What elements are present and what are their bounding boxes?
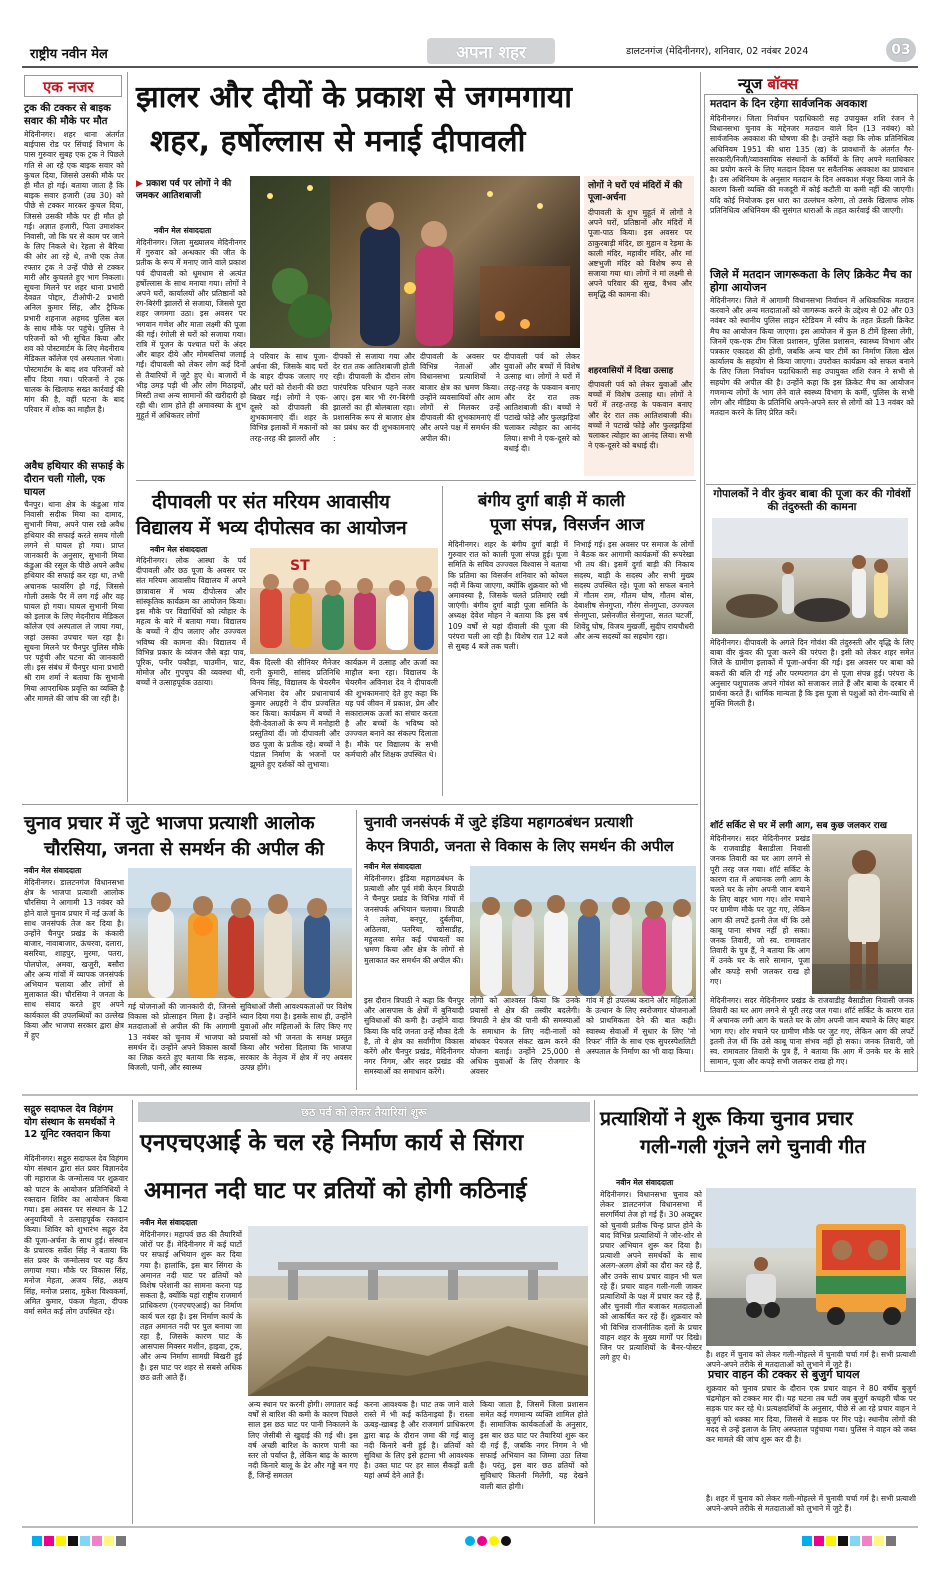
lead-body-col5: दीपावली पर्व को लेकर युवाओं और बच्चों में विशेष उत्साह था। लोगों ने घरों में तरह-तरह के पकवान बनाए और देर रात तक आतिशबाजी की। बच्चों ने पटाखे फोड़े और फुलझड़ियां चलाकर त्योहार का आनंद लिया। सभी ने एक-दूसरे को बधाई दी। [504,352,580,453]
right-story1-body: मेदिनीनगर। जिला निर्वाचन पदाधिकारी सह उपायुक्त शशि रंजन ने विधानसभा चुनाव के मद्देनजर मतदान वाले दिन (13 नवंबर) को सार्वजनिक अवकाश की घोषणा की है। उन्होंने कहा कि लोक प्रतिनिधित्व अधिनियम 1951 की धारा 135 (ख) के प्रावधानों के अंतर्गत गैर-सरकारी/निजी/व्यावसायिक संस्थानों के कर्मियों के लिए अपने मताधिकार का प्रयोग करने के लिए मतदान दिवस पर सवैतनिक अवकाश का प्रावधान है। उस अधिनियम के अनुसार मतदान के दिन अवकाश मंजूर किया जाने के कारण किसी व्यक्ति की मजदूरी में कोई कटौती या कमी नहीं की जाएगी। यदि कोई नियोजक इस धारा का उल्लंघन करेगा, तो उसके खिलाफ लोक प्रतिनिधित्व अधिनियम की सुसंगत धाराओं के तहत कार्रवाई की जाएगी। [710,114,914,215]
india-body-col2: इस दौरान त्रिपाठी ने कहा कि चैनपुर और आसपास के क्षेत्रों में बुनियादी सुविधाओं की कमी है। उन्होंने वादा किया कि यदि जनता उन्हें मौका देती है, तो वे क्षेत्र का सर्वांगीण विकास करेंगे और चैनपुर प्रखंड, मेदिनीनगर नगर निगम, और सदर प्रखंड की समस्याओं का समाधान करेंगे। [364,996,464,1077]
school-photo-art [250,548,438,654]
lead-headline-2: शहर, हर्षोल्लास से मनाई दीपावली [150,124,526,159]
left-story1-body: मेदिनीनगर। शहर थाना अंतर्गत बाईपास रोड पर सिंचाई विभाग के पास गुरुवार सुबह एक ट्रक ने पिछले गति से आ रहे एक बाइक सवार को कुचल दिया, जिससे उसकी मौके पर ही मौत हो गई। बताया जाता है कि बाइक सवार हजारी (उम्र 30) को पीछे से टक्कर मारकर कुचल दिया, जिससे उसकी मौके पर ही मौत हो गई। अज्ञात हजारी, पिता उमाशंकर निवासी, जो कि घर से काम पर जाने के लिए निकले थे। रेहला से बैरिया की ओर आ रहे थे, तभी एक तेज रफ्तार ट्रक ने उन्हें पीछे से टक्कर मारी और कुचलते हुए भाग निकला। सूचना मिलने पर शहर थाना प्रभारी देवव्रत पोद्दार, टीओपी-2 प्रभारी अनिल कुमार सिंह, और ट्रैफिक प्रभारी शहनाज अहमद पुलिस बल के साथ मौके पर पहुंचे। पुलिस ने परिजनों को भी सूचित किया और शव को पोस्टमार्टम के लिए मेदनीराय मेडिकल कॉलेज एवं अस्पताल भेजा। पोस्टमार्टम के बाद शव परिजनों को सौंप दिया गया। परिजनों ने ट्रक चालक के खिलाफ सख्त कार्रवाई की मांग की है, वहीं घटना के बाद परिवार में शोक का माहौल है। [24,130,124,415]
left-story1-title: ट्रक की टक्कर से बाइक सवार की मौके पर मौत [24,103,111,127]
kali-body-col2: निभाई गई। इस अवसर पर समाज के लोगों ने बैठक कर आगामी कार्यक्रमों की रूपरेखा भी तय की। इसमें दुर्गा बाड़ी की निकाय सदस्य, बाड़ी के सदस्य और सभी मुख्य सदस्य उपस्थित रहे। पूजा को सफल बनाने में गौतम राम, गौतम घोष, गौतम बोस, देबाशीष सेनगुप्ता, गौरंग सेनगुप्ता, उज्ज्वल सेनगुप्ता, प्रसेनजीत सेनगुप्ता, सतत चटर्जी, शिवेंदु घोष, विजय मुखर्जी, सुदीप रायचौधरी और अन्य सदस्यों का सहयोग रहा। [574,540,694,641]
left-story2-title: अवैध हथियार की सफाई के दौरान चली गोली, एक घायल [24,461,124,498]
right-story2-title: जिले में मतदान जागरूकता के लिए क्रिकेट मैच का होगा आयोजन [710,268,912,294]
lead-body-col3: दीपकों से सजाया गया और देर रात तक आतिशबाजी होती रही। दीपावली के दौरान लोग पारंपरिक परिधान पहने नजर आए। इस बार भी रंग-बिरंगी झालरों का ही बोलबाला रहा। प्रशासनिक रूप से बाजार क्षेत्र का प्रबंध कर दी शुभकामनाएं : [333,352,415,443]
news-box-label-box: बॉक्स [767,75,799,93]
india-photo-art [470,866,696,996]
section-title: अपना शहर [456,43,526,63]
right-story3-body: मेदिनीनगर। दीपावली के अगले दिन गोवंश की तंदुरुस्ती और वृद्धि के लिए बाबा वीर कुंवर की पूजा करने की परंपरा है। इसी को लेकर शहर समेत जिले के ग्रामीण इलाकों में पूजा-अर्चना की गई। इस अवसर पर बाबा को बकरों की बलि दी गई और परम्परागत ढंग से पूजा संपन्न हुई। परंपरा के अनुसार पशुपालक अपने गोवंश को सजाकर लाते हैं और बाबा के दरबार में प्रार्थना करते हैं। धार्मिक मान्यता है कि इस पूजा से पशुओं को रोग-व्याधि से मुक्ति मिलती है। [710,638,914,709]
chhath-body-col3: करना आवश्यक है। घाट तक जाने वाले रास्ते में भी कई कठिनाइयां हैं। रास्ता ऊबड़-खाबड़ है और राजमार्ग प्राधिकरण द्वारा बाढ़ के दौरान जमा की गई बालू नदी किनारे बनी हुई है। व्रतियों को सुविधा के लिए इसे हटाना भी आवश्यक है। उक्त घाट पर हर साल सैकड़ों व्रती यहां अर्घ्य देने आते हैं। [364,1400,474,1481]
bjp-headline-1: चुनाव प्रचार में जुटे भाजपा प्रत्याशी आलोक [24,813,315,834]
right-story4-title: शॉर्ट सर्किट से घर में लगी आग, सब कुछ जलकर राख [710,821,888,831]
chhath-banner-text: छठ पर्व को लेकर तैयारियां शुरू [301,1106,427,1119]
chhath-banner [138,1102,590,1122]
right-story2-body: मेदिनीनगर। जिले में आगामी विधानसभा निर्वाचन में अधिकाधिक मतदान करवाने और अन्य मतदाताओं को जागरूक करने के उद्देश्य से 02 और 03 नवंबर को स्थानीय पुलिस लाइन स्टेडियम में स्वीप के तहत फ्रेंडली क्रिकेट मैच का आयोजन किया जाएगा। इस आयोजन में कुल 8 टीमें हिस्सा लेंगी, जिनमें एक-एक टीम जिला प्रशासन, पुलिस प्रशासन, स्वास्थ्य विभाग और पत्रकार एकादश की होगी, जबकि अन्य चार टीमें का निर्माण जिला खेल कार्यालय के सहयोग से किया जाएगा। उपरोक्त कार्यक्रम को सफल बनाने के लिए जिला निर्वाचन पदाधिकारी सह उपायुक्त शशि रंजन ने सभी से सहयोग की अपील की है। उन्होंने कहा कि इस क्रिकेट मैच का आयोजन गणमान्य लोगों के भाग लेने वाले स्वस्थ्य विभाग के कर्मी, पुलिस के सभी लोग और मीडिया के प्रतिनिधि अपने-अपने स्तर से लोगों को 13 नवंबर को मतदान करने के लिए प्रेरित करें। [710,296,914,418]
chhath-body-col1: मेदिनीनगर। महापर्व छठ की तैयारियों जोरों पर हैं। मेदिनीनगर में कई घाटों पर सफाई अभियान शुरू कर दिया गया है। हालांकि, इस बार सिंगरा के अमानत नदी घाट पर व्रतियों को विशेष परेशानी का सामना करना पड़ सकता है, क्योंकि यहां राष्ट्रीय राजमार्ग प्राधिकरण (एनएचएआई) का निर्माण कार्य चल रहा है। इस निर्माण कार्य के तहत अमानत नदी पर पुल बनाया जा रहा है, जिसके कारण घाट के आसपास मिक्सर मशीन, हाइवा, ट्रक, और अन्य निर्माण सामग्री बिखरी हुई है। इस घाट पर शहर से सबसे अधिक छठ व्रती आते हैं। [140,1230,242,1382]
campaign-headline-2: गली-गली गूंजने लगे चुनावी गीत [640,1135,866,1158]
lead-kicker-text: प्रकाश पर्व पर लोगों ने की जमकर आतिशबाजी [136,179,232,201]
right-photo-fire-art [812,834,912,994]
svg-text:ST: ST [290,558,310,574]
dateline: डालटनगंज (मेदिनीनगर), शनिवार, 02 नवंबर 2024 [626,46,809,57]
bjp-body-col3: सुविधाओं जैसी आवश्यकताओं पर विशेष ध्यान दिया गया है। इसके साथ ही, उन्होंने युवाओं और महिलाओं के लिए किए गए प्रयासों को भी जनता के समक्ष प्रस्तुत किया और भरोसा दिलाया कि भाजपा सरकार के नेतृत्व में क्षेत्र में नए अवसर उत्पन्न होंगे। [240,1002,352,1073]
lead-photo-art [250,176,580,348]
masthead-bar [22,36,918,66]
ek-nazar-label: एक नजर [43,78,94,96]
chhath-headline-1: एनएचएआई के चल रहे निर्माण कार्य से सिंगरा [140,1130,524,1156]
chhath-body-col2: अन्य स्थान पर करनी होगी। लगातार कई वर्षों से बारिश की कमी के कारण पिछले साल इस छठ घाट पर पानी निकालने के लिए जेसीबी से खुदाई की गई थी। इस वर्ष अच्छी बारिश के कारण पानी का स्तर तो पर्याप्त है, लेकिन बाढ़ के कारण नदी किनारे बालू के ढेर और गड्ढे बन गए हैं, जिन्हें समतल [248,1400,358,1481]
school-headline-2: विद्यालय में भव्य दीपोत्सव का आयोजन [136,517,407,539]
right-story1-title: मतदान के दिन रहेगा सार्वजनिक अवकाश [710,98,868,110]
bjp-headline-2: चौरसिया, जनता से समर्थन की अपील की [44,839,325,860]
chhath-byline: नवीन मेल संवाददाता [140,1218,198,1227]
india-photo-campaign-crowd [470,866,696,996]
bjp-photo-campaign [128,868,352,998]
accident-title: प्रचार वाहन की टक्कर से बुजुर्ग घायल [708,1368,860,1381]
lead-right-body2: दीपावली पर्व को लेकर युवाओं और बच्चों में विशेष उत्साह था। लोगों ने घरों में तरह-तरह के पकवान बनाए और देर रात तक आतिशबाजी की। बच्चों ने पटाखे फोड़े और फुलझड़ियां चलाकर त्योहार का आनंद लिया। सभी ने एक-दूसरे को बधाई दी। [588,380,692,451]
chhath-photo-construction-ghat [248,1226,588,1396]
chhath-headline-2: अमानत नदी घाट पर व्रतियों को होगी कठिनाई [144,1178,527,1204]
lead-byline: नवीन मेल संवाददाता [154,226,212,235]
right-story4-body-cont: मेदिनीनगर। सदर मेदिनीनगर प्रखंड के राजवाडीह बैसाडीला निवासी जनक तिवारी का घर आग लगने से पूरी तरह जल गया। शॉर्ट सर्किट के कारण रात में अचानक लगी आग के चलते घर के लोग अपनी जान बचाने के लिए बाहर भाग गए। शोर मचाने पर ग्रामीण मौके पर जुट गए, लेकिन आग की लपटें इतनी तेज थीं कि उसे काबू पाना संभव नहीं हो सका। जनक तिवारी, जो स्व. रामावतार तिवारी के पुत्र हैं, ने बताया कि आग में उनके घर के सारे सामान, पूजा और कपड़े सभी जलकर राख हो गए। [710,996,914,1067]
bjp-byline: नवीन मेल संवाददाता [24,866,82,875]
campaign-headline-1: प्रत्याशियों ने शुरू किया चुनाव प्रचार [600,1107,853,1130]
lead-right-body: दीपावली के शुभ मुहूर्त में लोगों ने अपने घरों, प्रतिष्ठानों और मंदिरों में पूजा-पाठ किया। इस अवसर पर ठाकुरबाड़ी मंदिर, छः मुहान व रेड़मा के काली मंदिर, महावीर मंदिर, और मां अष्टभुजी मंदिर को विशेष रूप से सजाया गया था। लोगों ने मां लक्ष्मी से अपने परिवार की सुख, वैभव और समृद्धि की कामना की। [588,208,692,299]
registration-marks [22,1532,918,1544]
campaign-body: मेदिनीनगर। विधानसभा चुनाव को लेकर डालटनगंज विधानसभा में सरगर्मियां तेज हो गई हैं। 30 अक्टूबर को चुनावी प्रतीक चिन्ह प्राप्त होने के बाद विभिन्न प्रत्याशियों ने जोर-शोर से प्रचार अभियान शुरू कर दिया है। प्रत्याशी अपने समर्थकों के साथ अलग-अलग क्षेत्रों का दौरा कर रहे हैं, और उनके साथ प्रचार वाहन भी चल रहे हैं। प्रचार वाहन गली-गली जाकर प्रत्याशियों के पक्ष में प्रचार कर रहे हैं, और चुनावी गीत बजाकर मतदाताओं को आकर्षित कर रहे हैं। शुक्रवार को भी विभिन्न राजनीतिक दलों के प्रचार वाहन शहर के मुख्य मार्गों पर दिखे। जिन पर प्रत्याशियों के बैनर-पोस्टर लगे हुए थे। [600,1190,702,1363]
right-photo-cattle-pooja [712,518,908,634]
school-photo-diwali-event [250,548,438,654]
campaign-photo-vehicle [706,1188,916,1346]
yog-body: मेदिनीनगर। सद्गुरु सदाफल देव विहंगम योग संस्थान द्वारा संत प्रवर विज्ञानदेव जी महाराज के जन्मोत्सव पर शुक्रवार को पाटन के आयोजन प्रतिनिधियों ने रक्तदान शिविर का आयोजन किया गया। इस अवसर पर संस्थान के 12 अनुयायियों ने उत्साहपूर्वक रक्तदान किया। शिविर को शुभारंभ सद्गुरु देव की पूजा-अर्चना के साथ हुई। संस्थान के प्रचारक सर्वेश सिंह ने बताया कि संत प्रवर के जन्मोत्सव पर यह कैंप लगाया गया। मौके पर विकास सिंह, मनोज मेहता, अजय सिंह, अक्षय सिंह, मनोज प्रसाद, मुकेश विश्वकर्मा, अमित कुमार, पंकज मेहता, दीपक वर्मा समेत कई लोग उपस्थित रहे। [24,1154,128,1317]
campaign-footer-note: है। शहर में चुनाव को लेकर गली-मोहल्ले में चुनावी चर्चा गर्म है। सभी प्रत्याशी अपने-अपने तरीके से मतदाताओं को लुभाने में जुटे हैं। [706,1494,916,1514]
left-story2-body: चैनपुर। थाना क्षेत्र के कंडुआ गांव निवासी सदीक मिया का दामाद, सुभानी मिया, अपने पास रखे अवैध हथियार की सफाई करते समय गोली लगने से घायल हो गया। प्राप्त जानकारी के अनुसार, सुभानी मिया कंडुआ की रसूल के पीछे अपने अवैध हथियार की सफाई कर रहा था, तभी अचानक फायरिंग हो गई, जिससे गोली उसके पैर में लग गई और वह घायल हो गया। घायल सुभानी मिया को इलाज के लिए मेदनीराय मेडिकल कॉलेज एवं अस्पताल ले जाया गया, जहां उसका उपचार चल रहा है। सूचना मिलने पर चैनपुर पुलिस मौके पर पहुंची और घटना की जानकारी ली। इस संबंध में चैनपुर थाना प्रभारी श्री राम शर्मा ने बताया कि सुभानी मिया आपराधिक प्रवृत्ति का व्यक्ति है और मामले की जांच की जा रही है। [24,500,124,703]
lead-right-kicker: लोगों ने घरों एवं मंदिरों में की पूजा-अर्चना [588,181,683,203]
lead-photo-diwali-couple [250,176,580,348]
right-photo-fire-victim [812,834,912,994]
india-body-col3: लोगों को आश्वस्त किया कि उनके प्रयासों से क्षेत्र की तस्वीर बदलेगी। त्रिपाठी ने क्षेत्र की पानी की समस्याओं के समाधान के लिए नदी-नालों को बांधकर पेयजल संकट खत्म करने की योजना बताई। उन्होंने 25,000 से अधिक युवाओं के लिए रोजगार के अवसर [470,996,580,1077]
bjp-photo-art [128,868,352,998]
campaign-body-cont: है। शहर में चुनाव को लेकर गली-मोहल्ले में चुनावी चर्चा गर्म है। सभी प्रत्याशी अपने-अपने तरीके से मतदाताओं को लुभाने में जुटे हैं। [706,1350,916,1370]
lead-kicker [136,178,246,202]
chhath-photo-art [248,1226,588,1396]
right-story4-body: मेदिनीनगर। सदर मेदिनीनगर प्रखंड के राजवाडीह बैसाडीला निवासी जनक तिवारी का घर आग लगने से पूरी तरह जल गया। शॉर्ट सर्किट के कारण रात में अचानक लगी आग के चलते घर के लोग अपनी जान बचाने के लिए बाहर भाग गए। शोर मचाने पर ग्रामीण मौके पर जुट गए, लेकिन आग की लपटें इतनी तेज थीं कि उसे काबू पाना संभव नहीं हो सका। जनक तिवारी, जो स्व. रामावतार तिवारी के पुत्र हैं, ने बताया कि आग में उनके घर के सारे सामान, पूजा और कपड़े सभी जलकर राख हो गए। [710,834,810,986]
registration-marks-art [22,1535,918,1547]
india-byline: नवीन मेल संवाददाता [364,862,422,871]
lead-body-col1: मेदिनीनगर। जिला मुख्यालय मेदिनीनगर में गुरुवार को अन्धकार की जीत के प्रतीक के रूप में मनाए जाने वाले प्रकाश पर्व दीपावली को धूमधाम से अत्यंत हर्षोल्लास के साथ मनाया गया। लोगों ने अपने घरों, कार्यालयों और प्रतिष्ठानों को रंग-बिरंगी झालरों से सजाया, जिससे पूरा शहर जगमगा उठा। इस अवसर पर भगवान गणेश और माता लक्ष्मी की पूजा की गई। रंगोली से घरों को सजाया गया। रात्रि में पूजन के पश्चात घरों के अंदर और बाहर दीये और मोमबत्तियां जलाई गईं। दीपावली को लेकर लोग कई दिनों से तैयारियों में जुटे हुए थे। बाजारों में भीड़ उमड़ पड़ी थी और लोग मिठाइयों, मिस्टी तथा अन्य सामानों की खरीदारी हो रही थी। शाम होते ही अमावस्या के शुभ मुहूर्त में अधिकतर लोगों [136,238,246,421]
india-headline-1: चुनावी जनसंपर्क में जुटे इंडिया महागठबंधन प्रत्याशी [364,815,633,831]
school-byline: नवीन मेल संवाददाता [150,545,208,554]
right-story3-title: गोपालकों ने वीर कुंवर बाबा की पूजा कर की गोवंशों की तंदुरुस्ती की कामना [713,488,911,513]
school-headline-1: दीपावली पर संत मरियम आवासीय [152,491,390,513]
kali-headline-1: बंगीय दुर्गा बाड़ी में काली [478,491,625,510]
campaign-photo-art [706,1188,916,1346]
school-body-col2: बैंक दिल्ली की सीनियर मैनेजर रानी कुमारी, सांसद प्रतिनिधि विनय सिंह, विद्यालय के चेयरमैन अभिनाश देव और प्रधानाचार्य कुमार अग्रहरी ने दीप प्रज्वलित कर किया। कार्यक्रम में बच्चों ने देवी-देवताओं के रूप में मनोहारी प्रस्तुतियां दीं। जो दीपावली और छठ पूजा के प्रतीक रहे। बच्चों ने पंडाल निर्माण के भजनों पर झूमते हुए दर्शकों को लुभाया। [250,658,340,770]
masthead-title: राष्ट्रीय नवीन मेल [30,47,108,62]
school-body-col1: मेदिनीनगर। लोक आस्था के पर्व दीपावली और छठ पूजा के अवसर पर संत मरियम आवासीय विद्यालय में अपने छात्रावास में भव्य दीपोत्सव और सांस्कृतिक कार्यक्रम का आयोजन किया। इस मौके पर विद्यार्थियों को त्योहार के महत्व के बारे में बताया गया। विद्यालय के बच्चों ने दीप जलाए और उज्ज्वल भविष्य की कामना की। विद्यालय में विभिन्न प्रकार के व्यंजन जैसे बड़ा पाव, पूरिक, पनीर पकौड़ा, चाउमीन, चाट, मोमोज और गुपचुप की व्यवस्था थी, बच्चों ने उत्साहपूर्वक उठाया। [136,556,246,688]
kali-headline-2: पूजा संपन्न, विसर्जन आज [490,515,645,534]
lead-body-col2: ने परिवार के साथ पूजा-अर्चना की, जिसके बाद घरों के बाहर दीपक जलाए गए और घरों को रोशनी की छटा बिखर गई। लोगों ने एक-दूसरे को दीपावली की शुभकामनाएं दीं। शहर के विभिन्न इलाकों में मकानों को तरह-तरह की झालरों और [250,352,328,443]
lead-headline-1: झालर और दीयों के प्रकाश से जगमगाया [136,80,573,115]
india-body-col4: गांव में ही उपलब्ध कराने और महिलाओं के उत्थान के लिए स्वरोजगार योजनाओं को प्राथमिकता देने की बात कही। स्वास्थ्य सेवाओं में सुधार के लिए 'नो रिफर' नीति के साथ एक सुपरस्पेशलिटी अस्पताल के निर्माण का भी वादा किया। [586,996,696,1057]
kicker-arrow-icon: ▶ [136,179,143,189]
bjp-body-col1: मेदिनीनगर। डालटनगंज विधानसभा क्षेत्र के भाजपा प्रत्याशी आलोक चौरसिया ने आगामी 13 नवंबर को होने वाले चुनाव प्रचार में नई ऊर्जा के साथ जनसंपर्क तेज कर दिया है। उन्होंने चैनपुर प्रखंड के कंकारी बाजार, नावाबाजार, ऊंचरवा, दलारा, बसरिया, शाहपुर, मुरमा, पतरा, पोलपोल, अमवा, खजुरी, बसौरा और अन्य गांवों में व्यापक जनसंपर्क अभियान चलाया और लोगों से मुलाकात की। चौरसिया ने जनता के साथ संवाद करते हुए अपने कार्यकाल की उपलब्धियों का उल्लेख किया और भाजपा सरकार द्वारा क्षेत्र में हुए [24,878,124,1041]
right-photo-cattle-art [712,518,908,634]
news-box-label-news: न्यूज [738,75,763,93]
india-body-col1: मेदिनीनगर। इंडिया महागठबंधन के प्रत्याशी और पूर्व मंत्री केएन त्रिपाठी ने चैनपुर प्रखंड के विभिन्न गांवों में जनसंपर्क अभियान चलाया। त्रिपाठी ने तलेया, बनपुर, दुर्बलीया, अठिलवा, पतरिया, खोसाडीह, महुलवा समेत कई पंचायतों का भ्रमण किया और क्षेत्र के लोगों से मुलाकात कर समर्थन की अपील की। [364,874,464,965]
page-number: 03 [886,38,916,62]
india-headline-2: केएन त्रिपाठी, जनता से विकास के लिए समर्थन की अपील [366,839,674,855]
bjp-body-col2: गई योजनाओं की जानकारी दी, जिनसे विकास को प्रोत्साहन मिला है। उन्होंने मतदाताओं से अपील की कि आगामी 13 नवंबर को चुनाव में भाजपा को समर्थन दें। उन्होंने अपने विकास कार्यों का जिक्र करते हुए बताया कि सड़क, बिजली, पानी, और स्वास्थ्य [128,1002,236,1073]
accident-body: शुक्रवार को चुनाव प्रचार के दौरान एक प्रचार वाहन ने 80 वर्षीय बुजुर्ग चंद्रमोहन को टक्कर मार दी। यह घटना तब घटी जब बुजुर्ग कचहरी चौक पर सड़क पार कर रहे थे। प्रत्यक्षदर्शियों के अनुसार, पीछे से आ रहे प्रचार वाहन ने बुजुर्ग को धक्का मार दिया, जिससे वे सड़क पर गिर पड़े। स्थानीय लोगों की मदद से उन्हें इलाज के लिए अस्पताल पहुंचाया गया। पुलिस ने वाहन को जब्त कर मामले की जांच शुरू कर दी है। [706,1384,916,1445]
lead-right-sub: शहरवासियों में दिखा उत्साह [588,366,674,376]
chhath-body-col4: किया जाता है, जिसमें जिला प्रशासन समेत कई गणमान्य व्यक्ति शामिल होते हैं। सामाजिक कार्यकर्ताओं के अनुसार, इस बार छठ घाट पर तैयारियां शुरू कर दी गई हैं, जबकि नगर निगम ने भी सफाई अभियान का जिम्मा उठा लिया है। परंतु, इस बार छठ व्रतियों को सुविधाएं कितनी मिलेंगी, यह देखने वाली बात होगी। [480,1400,588,1491]
lead-body-col4: दीपावली के अवसर पर विभिन्न नेताओं और विधानसभा प्रत्याशियों ने बाजार क्षेत्र का भ्रमण किया। उन्होंने व्यवसायियों और आम लोगों से मिलकर उन्हें दीपावली की शुभकामनाएं दीं और अपने पक्ष में समर्थन की अपील की। [420,352,500,443]
kali-body-col1: मेदिनीनगर। शहर के बंगीय दुर्गा बाड़ी में गुरुवार रात को काली पूजा संपन्न हुई। पूजा समिति के सचिव उज्ज्वल विश्वास ने बताया कि प्रतिमा का विसर्जन शनिवार को कोयल नदी में किया जाएगा, क्योंकि शुक्रवार को भी अमावस्या है, जिसके चलते प्रतिमाएं रखी जाएंगी। बंगीय दुर्गा बाड़ी पूजा समिति के अध्यक्ष देवेश मोहन ने बताया कि इस वर्ष 109 वर्षों से यहां दीवाली की पूजा की परंपरा चली आ रही है। विशेष रात 12 बजे से सुबह 4 बजे तक चली। [448,540,568,652]
yog-headline: सद्गुरु सदाफल देव विहंगम योग संस्थान के समर्थकों ने 12 यूनिट रक्तदान किया [24,1104,115,1140]
school-body-col3: कार्यक्रम में उत्साह और ऊर्जा का माहौल बना रहा। विद्यालय के चेयरमैन अविनाश देव ने दीपावली की शुभकामनाएं देते हुए कहा कि यह पर्व जीवन में प्रकाश, प्रेम और सकारात्मक ऊर्जा का संचार करता है और बच्चों के भविष्य को उज्ज्वल बनाने का संकल्प दिलाता है। मौके पर विद्यालय के सभी कर्मचारी और शिक्षक उपस्थित थे। [345,658,438,759]
campaign-byline: नवीन मेल संवाददाता [616,1178,674,1187]
section-label-ek-nazar [24,75,122,97]
news-box-label [738,74,888,96]
